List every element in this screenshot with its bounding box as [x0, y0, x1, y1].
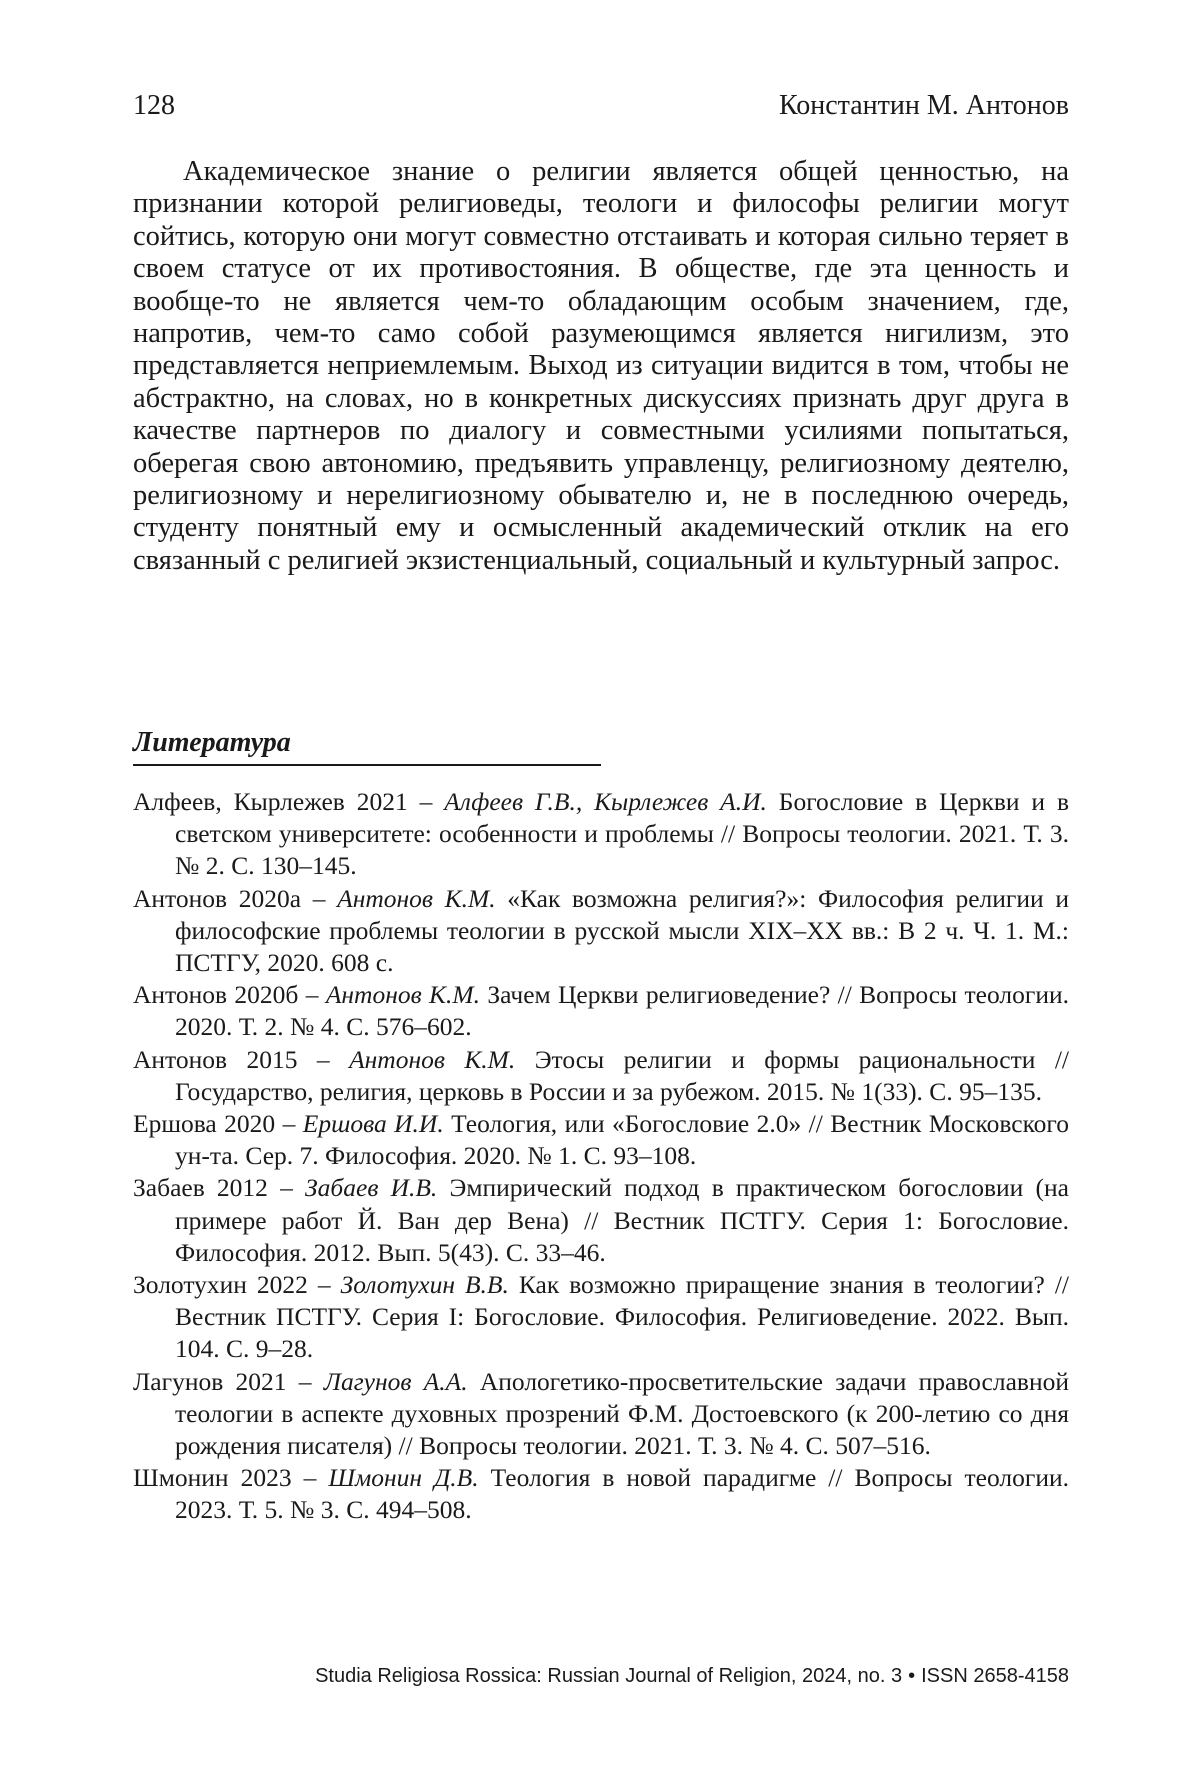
reference-details: Зачем Церкви религиоведение? // Вопросы теологии. 2020. Т. 2. № 4. С. 576–602. — [175, 980, 1069, 1042]
running-head — [133, 88, 1069, 124]
reference-item — [133, 1462, 1069, 1526]
journal-issn: ISSN 2658-4158 — [921, 1665, 1069, 1687]
references-heading: Литература — [133, 727, 291, 758]
reference-item — [133, 1172, 1069, 1269]
reference-details: Апологетико-просветительские задачи православной теологии в аспекте духовных прозрений Ф.М. Достоевского (к 200-летию со дня рождения писателя) // Вопросы теологии. 2021. Т. 3. № 4. С. 507–516. — [175, 1366, 1069, 1461]
reference-item — [133, 1269, 1069, 1366]
reference-authors: Антонов К.М. — [337, 883, 496, 913]
reference-key: Золотухин 2022 – — [133, 1270, 341, 1300]
reference-details: Как возможно приращение знания в теологии? // Вестник ПСТГУ. Серия I: Богословие. Философия. Религиоведение. 2022. Вып. 104. С. 9–28. — [175, 1270, 1069, 1364]
reference-key: Ершова 2020 – — [133, 1109, 303, 1139]
reference-key: Антонов 2015 – — [133, 1044, 350, 1074]
reference-key: Шмонин 2023 – — [133, 1463, 329, 1493]
reference-details: Эмпирический подход в практическом богословии (на примере работ Й. Ван дер Вена) // Вестник ПСТГУ. Серия 1: Богословие. Философия. 2012. Вып. 5(43). С. 33–46. — [175, 1173, 1069, 1267]
references-list — [133, 786, 1069, 1527]
running-head-author: Константин М. Антонов — [778, 90, 1069, 121]
reference-authors: Золотухин В.В. — [340, 1270, 509, 1300]
reference-item — [133, 979, 1069, 1043]
reference-details: Богословие в Церкви и в светском университете: особенности и проблемы // Вопросы теологии. 2021. Т. 3. № 2. С. 130–145. — [175, 787, 1070, 881]
reference-authors: Ершова И.И. — [302, 1109, 444, 1139]
footer-separator: • — [908, 1665, 916, 1687]
reference-item — [133, 1044, 1069, 1108]
reference-authors: Шмонин Д.В. — [328, 1463, 479, 1493]
reference-authors: Антонов К.М. — [325, 980, 480, 1010]
reference-details: Теология в новой парадигме // Вопросы теологии. 2023. Т. 5. № 3. С. 494–508. — [175, 1463, 1069, 1525]
reference-details: Этосы религии и формы рациональности // Государство, религия, церковь в России и за рубежом. 2015. № 1(33). С. 95–135. — [175, 1044, 1070, 1106]
reference-key: Алфеев, Кырлежев 2021 – — [133, 787, 445, 816]
reference-key: Лагунов 2021 – — [133, 1366, 324, 1396]
page-number: 128 — [133, 90, 175, 121]
reference-key: Антонов 2020б – — [133, 980, 326, 1010]
reference-authors: Антонов К.М. — [349, 1044, 516, 1074]
reference-item — [133, 1108, 1069, 1172]
reference-key: Забаев 2012 – — [133, 1173, 306, 1203]
reference-item — [133, 786, 1069, 883]
reference-authors: Лагунов А.А. — [323, 1366, 468, 1396]
reference-key: Антонов 2020а – — [133, 883, 338, 913]
reference-authors: Забаев И.В. — [305, 1173, 438, 1203]
journal-citation: Studia Religiosa Rossica: Russian Journal of Religion, 2024, no. 3 — [315, 1665, 903, 1687]
reference-details: Теология, или «Богословие 2.0» // Вестник Московского ун-та. Сер. 7. Философия. 2020. № 1. С. 93–108. — [175, 1109, 1069, 1171]
journal-footer — [315, 1662, 1069, 1690]
reference-authors: Алфеев Г.В., Кырлежев А.И. — [444, 787, 767, 816]
reference-item — [133, 883, 1069, 980]
heading-rule — [133, 764, 601, 766]
body-paragraph: Академическое знание о религии является общей ценностью, на признании которой религиоведы, теологи и философы религии могут сойтись, которую они могут совместно отстаивать и которая сильно теряет в своем статусе от их противостояния. В обществе, где эта ценность и вообще-то не является чем-то обладающим особым значением, где, напротив, чем-то само собой разумеющимся является нигилизм, это представляется неприемлемым. Выход из ситуации видится в том, чтобы не абстрактно, на словах, но в конкретных дискуссиях признать друг друга в качестве партнеров по диалогу и совместными усилиями попытаться, оберегая свою автономию, предъявить управленцу, религиозному деятелю, религиозному и нерелигиозному обывателю и, не в последнюю очередь, студенту понятный ему и осмысленный академический отклик на его связанный с религией экзистенциальный, социальный и культурный запрос. — [133, 156, 1069, 576]
reference-item — [133, 1366, 1069, 1463]
page — [133, 0, 1069, 1780]
reference-details: «Как возможна религия?»: Философия религии и философские проблемы теологии в русской мысли XIX–XX вв.: В 2 ч. Ч. 1. М.: ПСТГУ, 2020. 608 с. — [175, 883, 1069, 978]
